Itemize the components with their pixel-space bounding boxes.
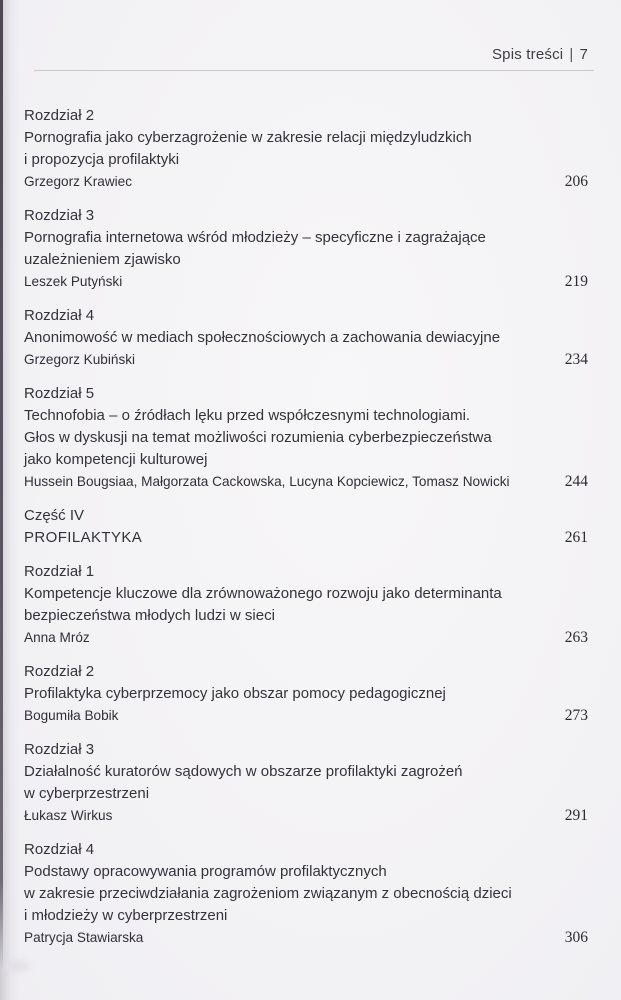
chapter-title-line: Technofobia – o źródłach lęku przed współczesnymi technologiami. [24,407,471,424]
chapter-title-line: Działalność kuratorów sądowych w obszarze profilaktyki zagrożeń [24,763,463,780]
page-number: 273 [564,707,588,724]
chapter-title-line: Pornografia internetowa wśród młodzieży – specyficzne i zagrażające [24,229,486,246]
chapter-authors: Bogumiła Bobik [24,708,119,723]
entry-footer [24,349,588,371]
running-head-title: Spis treści [491,46,564,63]
chapter-title [24,127,588,171]
toc-entry [24,661,588,727]
page-number: 244 [564,473,588,490]
chapter-authors: Anna Mróz [24,630,90,645]
chapter-title [24,227,588,271]
chapter-title-line: Podstawy opracowywania programów profilaktycznych [24,863,387,880]
chapter-label: Rozdział 2 [24,107,95,124]
page-number: 234 [564,351,588,368]
chapter-title-line: Anonimowość w mediach społecznościowych a zachowania dewiacyjne [24,329,501,346]
chapter-authors: Leszek Putyński [24,274,123,289]
toc-entry [24,839,588,949]
chapter-title [24,861,588,927]
chapter-label: Rozdział 3 [24,741,95,758]
page-number: 263 [564,629,588,646]
chapter-title-line: jako kompetencji kulturowej [24,451,208,468]
running-head [24,0,588,63]
chapter-title-line: Pornografia jako cyberzagrożenie w zakresie relacji międzyludzkich [24,129,472,146]
entry-footer [24,705,588,727]
toc-entries [24,105,588,949]
entry-footer [24,627,588,649]
chapter-authors: Hussein Bougsiaa, Małgorzata Cackowska, Lucyna Kopciewicz, Tomasz Nowicki [24,474,510,489]
chapter-title [24,761,588,805]
chapter-label: Część IV [24,507,85,524]
chapter-label: Rozdział 3 [24,207,95,224]
scan-smudge [4,960,30,972]
toc-entry [24,739,588,827]
chapter-authors: Łukasz Wirkus [24,808,113,823]
entry-footer [24,271,588,293]
page-number: 219 [564,273,588,290]
entry-footer [24,527,588,549]
toc-page [24,0,588,961]
toc-entry [24,383,588,493]
running-head-page-number: 7 [579,46,588,63]
page-number: 291 [564,807,588,824]
chapter-label: Rozdział 5 [24,385,95,402]
toc-entry [24,505,588,549]
scan-left-shade [0,0,20,1000]
chapter-title [24,405,588,471]
chapter-authors: Grzegorz Kubiński [24,352,136,367]
toc-entry [24,105,588,193]
entry-footer [24,171,588,193]
chapter-title-line: i młodzieży w cyberprzestrzeni [24,907,228,924]
chapter-title-line: uzależnieniem zjawisko [24,251,181,268]
scan-left-edge [0,0,3,1000]
chapter-label: Rozdział 4 [24,307,95,324]
chapter-title-line: Kompetencje kluczowe dla zrównoważonego rozwoju jako determinanta [24,585,502,602]
chapter-title-line: Profilaktyka cyberprzemocy jako obszar pomocy pedagogicznej [24,685,446,702]
chapter-title [24,583,588,627]
entry-footer [24,927,588,949]
entry-footer [24,471,588,493]
chapter-title-line: w cyberprzestrzeni [24,785,150,802]
toc-entry [24,305,588,371]
chapter-label: Rozdział 4 [24,841,95,858]
page-number: 206 [564,173,588,190]
chapter-title-line: Głos w dyskusji na temat możliwości rozumienia cyberbezpieczeństwa [24,429,492,446]
chapter-label: Rozdział 2 [24,663,95,680]
part-heading: PROFILAKTYKA [24,529,143,546]
chapter-title [24,327,588,349]
chapter-title [24,683,588,705]
page-number: 261 [564,529,588,546]
toc-entry [24,561,588,649]
page-number: 306 [564,929,588,946]
chapter-label: Rozdział 1 [24,563,95,580]
running-head-separator: | [569,46,574,63]
toc-entry [24,205,588,293]
chapter-authors: Grzegorz Krawiec [24,174,133,189]
chapter-title-line: bezpieczeństwa młodych ludzi w sieci [24,607,275,624]
header-rule [34,70,594,71]
chapter-authors: Patrycja Stawiarska [24,930,144,945]
chapter-title-line: i propozycja profilaktyki [24,151,180,168]
entry-footer [24,805,588,827]
chapter-title-line: w zakresie przeciwdziałania zagrożeniom związanym z obecnością dzieci [24,885,512,902]
